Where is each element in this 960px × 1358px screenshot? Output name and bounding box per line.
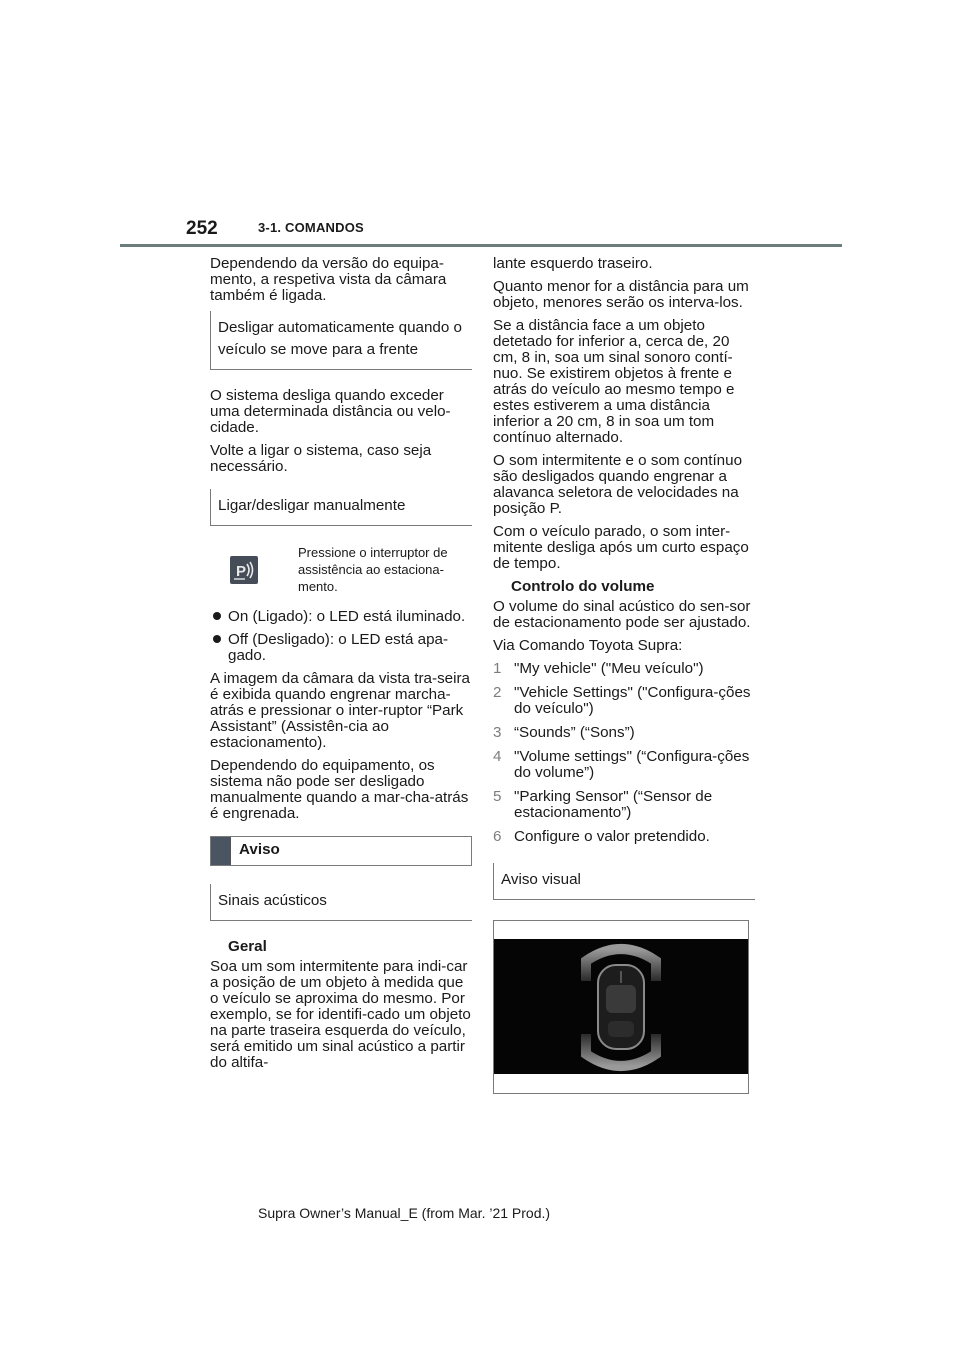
subheading-auto-off: Desligar automaticamente quando o veículo se move para a frente (210, 311, 472, 370)
paragraph: lante esquerdo traseiro. (493, 255, 653, 272)
bullet-icon (210, 632, 228, 664)
right-column (493, 256, 755, 1094)
aviso-label: Aviso (239, 841, 280, 858)
paragraph: Via Comando Toyota Supra: (493, 637, 683, 654)
aviso-box (210, 836, 472, 866)
aviso-tab (211, 837, 231, 865)
paragraph: Com o veículo parado, o som inter-mitente desliga após um curto espaço de tempo. (493, 523, 749, 572)
paragraph: Quanto menor for a distância para um objeto, menores serão os interva-los. (493, 278, 749, 311)
step-4: 4 "Volume settings" (“Configura-ções do volume”) (493, 748, 750, 781)
subheading-visual: Aviso visual (493, 863, 755, 900)
paragraph: Dependendo da versão do equipa-mento, a respetiva vista da câmara também é ligada. (210, 255, 447, 304)
parking-display-screen (494, 939, 748, 1074)
header-rule (120, 244, 842, 247)
bullet-text: On (Ligado): o LED está iluminado. (228, 608, 466, 625)
bullet-on (210, 609, 472, 625)
step-1: 1 "My vehicle" ("Meu veículo") (493, 660, 704, 677)
paragraph: Soa um som intermitente para indi-car a posição de um objeto à medida que o veículo se aproxima do mesmo. Por exemplo, se for identifi-cado um objeto na parte traseira esquerda do veículo, será emitido um sinal acústico a partir do altifa- (210, 958, 471, 1071)
chapter-title: 3-1. COMANDOS (258, 220, 364, 235)
button-instruction: Pressione o interruptor de assistência ao estaciona-mento. (298, 545, 448, 594)
paragraph: O som intermitente e o som contínuo são desligados quando engrenar a alavanca seletora de velocidades na posição P. (493, 452, 743, 517)
paragraph: O volume do sinal acústico do sen-sor de estacionamento pode ser ajustado. (493, 598, 751, 631)
parking-display-figure (493, 920, 749, 1094)
svg-text:P: P (236, 562, 247, 580)
subheading-manual: Ligar/desligar manualmente (210, 489, 472, 526)
paragraph: A imagem da câmara da vista tra-seira é exibida quando engrenar marcha-atrás e pressionar o inter-ruptor “Park Assistant” (Assistên-cia ao estacionamento). (210, 670, 470, 751)
footer-text: Supra Owner’s Manual_E (from Mar. ’21 Prod.) (258, 1205, 551, 1221)
subheading-sinais: Sinais acústicos (210, 884, 472, 921)
paragraph: Dependendo do equipamento, os sistema não pode ser desligado manualmente quando a mar-cha-atrás é engrenada. (210, 757, 469, 822)
caption-volume: Controlo do volume (511, 578, 655, 595)
step-6: 6 Configure o valor pretendido. (493, 828, 710, 845)
bullet-icon (210, 609, 228, 625)
caption-geral: Geral (228, 938, 267, 955)
left-column (210, 256, 472, 1078)
step-2: 2 "Vehicle Settings" ("Configura-ções do veículo") (493, 684, 751, 717)
step-5: 5 "Parking Sensor" (“Sensor de estacionamento”) (493, 788, 713, 821)
step-3: 3 “Sounds” (“Sons”) (493, 724, 635, 741)
park-assist-button-row (210, 544, 472, 595)
park-assist-button-icon (230, 556, 258, 584)
bullet-off (210, 632, 472, 664)
bullet-text: Off (Desligado): o LED está apa-gado. (228, 631, 449, 664)
paragraph: O sistema desliga quando exceder uma determinada distância ou velo-cidade. (210, 387, 451, 436)
steps-list (493, 661, 755, 845)
paragraph: Se a distância face a um objeto detetado for inferior a, cerca de, 20 cm, 8 in, soa um sinal sonoro contí-nuo. Se existirem objetos à frente e atrás do veículo ao mesmo tempo e estes estiverem a uma distância inferior a 20 cm, 8 in soa um tom contínuo alternado. (493, 317, 735, 446)
paragraph: Volte a ligar o sistema, caso seja necessário. (210, 442, 432, 475)
page-number: 252 (186, 218, 218, 239)
